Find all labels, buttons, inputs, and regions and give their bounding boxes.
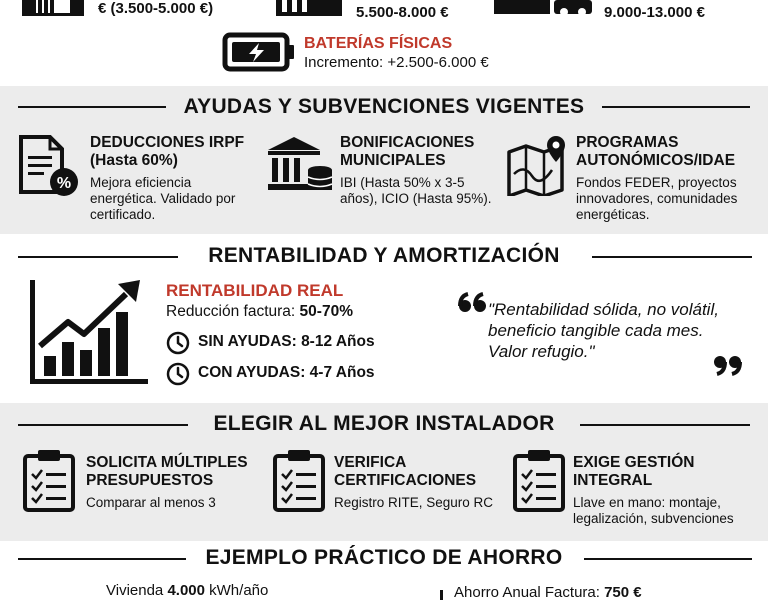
reduccion-value: 50-70% bbox=[299, 303, 353, 320]
vivienda-label: Vivienda bbox=[106, 582, 168, 599]
instalador-title-1: SOLICITA MÚLTIPLES PRESUPUESTOS bbox=[86, 454, 248, 489]
instalador-desc-2: Registro RITE, Seguro RC bbox=[334, 495, 494, 510]
ayuda-desc-2: IBI (Hasta 50% x 3-5 años), ICIO (Hasta 95%). bbox=[340, 175, 492, 206]
ahorro-label: Ahorro Anual Factura: bbox=[454, 584, 605, 600]
ayuda-title-1: DEDUCCIONES IRPF (Hasta 60%) bbox=[90, 134, 245, 169]
ahorro-anual bbox=[454, 584, 642, 600]
growth-chart-icon bbox=[26, 276, 152, 388]
factory-icon bbox=[494, 0, 592, 16]
map-pin-icon bbox=[506, 134, 570, 196]
quote-open-icon bbox=[458, 292, 488, 316]
battery-charging-icon bbox=[222, 32, 296, 72]
ayuda-desc-1: Mejora eficiencia energética. Validado por certificado. bbox=[90, 175, 236, 222]
ejemplo-title: EJEMPLO PRÁCTICO DE AHORRO bbox=[205, 546, 563, 569]
top-price-2: 5.500-8.000 € bbox=[356, 4, 449, 21]
instalador-title-3: EXIGE GESTIÓN INTEGRAL bbox=[573, 454, 695, 489]
clock-icon bbox=[166, 362, 190, 386]
bank-coins-icon bbox=[266, 134, 334, 196]
vivienda-unit: kWh/año bbox=[204, 582, 269, 599]
ayudas-title: AYUDAS Y SUBVENCIONES VIGENTES bbox=[183, 95, 585, 118]
con-ayudas: CON AYUDAS: 4-7 Años bbox=[198, 364, 375, 381]
rentabilidad-title: RENTABILIDAD Y AMORTIZACIÓN bbox=[208, 244, 560, 267]
document-percent-icon bbox=[18, 134, 80, 198]
rentabilidad-quote: "Rentabilidad sólida, no volátil, beneficio tangible cada mes. Valor refugio." bbox=[488, 300, 719, 361]
ayuda-desc-3: Fondos FEDER, proyectos innovadores, comunidades energéticas. bbox=[576, 175, 738, 222]
ayuda-title-3: PROGRAMAS AUTONÓMICOS/IDAE bbox=[576, 134, 736, 169]
reduccion-label: Reducción factura: bbox=[166, 303, 300, 320]
quote-close-icon bbox=[712, 352, 742, 376]
sin-ayudas: SIN AYUDAS: 8-12 Años bbox=[198, 333, 375, 350]
svg-text:%: % bbox=[56, 175, 72, 192]
ayuda-title-2: BONIFICACIONES MUNICIPALES bbox=[340, 134, 475, 169]
ahorro-value: 750 € bbox=[604, 584, 642, 600]
top-price-3: 9.000-13.000 € bbox=[604, 4, 705, 21]
battery-increment: Incremento: +2.500-6.000 € bbox=[304, 54, 489, 71]
battery-title: BATERÍAS FÍSICAS bbox=[304, 35, 453, 52]
vivienda-value: 4.000 bbox=[167, 582, 205, 599]
instalador-title: ELEGIR AL MEJOR INSTALADOR bbox=[213, 412, 555, 435]
rentabilidad-real-title: RENTABILIDAD REAL bbox=[166, 281, 344, 300]
checklist-icon bbox=[22, 448, 76, 512]
house-icon bbox=[22, 0, 84, 16]
vivienda-consumo bbox=[106, 582, 268, 599]
instalador-desc-1: Comparar al menos 3 bbox=[86, 495, 216, 510]
checklist-icon bbox=[272, 448, 326, 512]
instalador-desc-3: Llave en mano: montaje, legalización, subvenciones bbox=[573, 495, 734, 526]
bullet-mark bbox=[440, 590, 443, 600]
instalador-title-2: VERIFICA CERTIFICACIONES bbox=[334, 454, 477, 489]
top-price-1: € (3.500-5.000 €) bbox=[98, 0, 214, 17]
building-icon bbox=[276, 0, 342, 16]
clock-icon bbox=[166, 331, 190, 355]
checklist-icon bbox=[512, 448, 566, 512]
reduccion-factura bbox=[166, 303, 353, 321]
